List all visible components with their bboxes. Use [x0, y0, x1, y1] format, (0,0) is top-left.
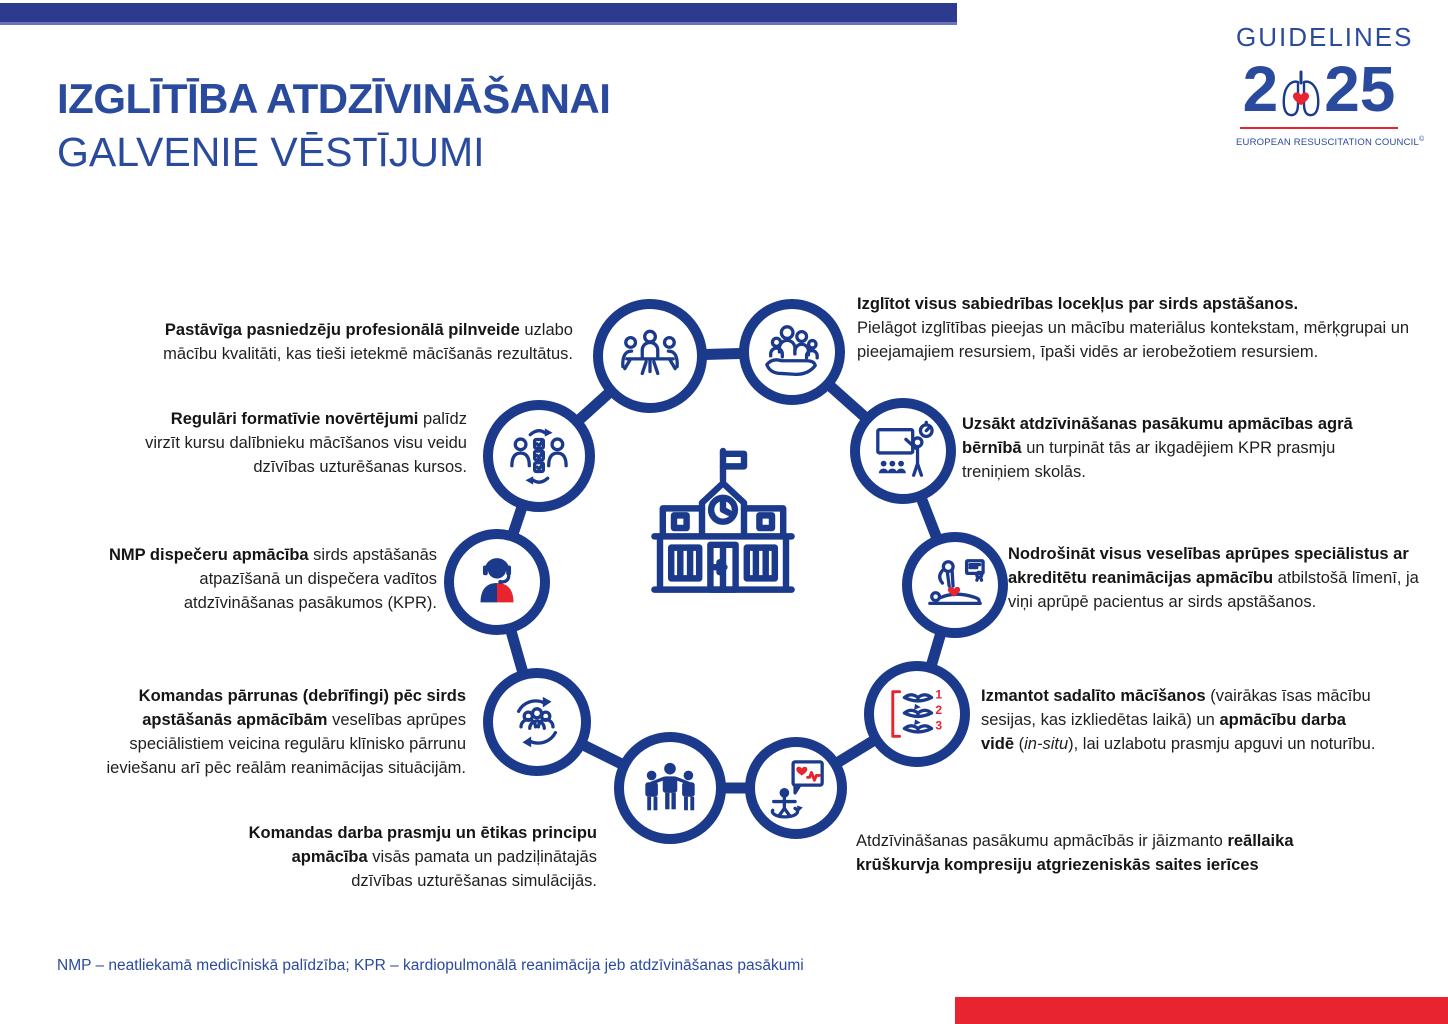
circle-assessment-checklist: [483, 400, 595, 512]
logo-year-suffix: 25: [1324, 53, 1396, 125]
svg-text:2: 2: [935, 703, 943, 717]
message-feedback-devices: Atdzīvināšanas pasākumu apmācībās ir jāizmanto reāllaika krūškurvja kompresiju atgriezeniskās saites ierīces: [856, 832, 1294, 874]
circle-cpr-certification: [902, 532, 1008, 638]
logo-copyright: ©: [1419, 136, 1425, 143]
assessment-checklist-icon: [508, 425, 570, 487]
circle-team-people: [614, 732, 726, 844]
logo-guidelines-text: GUIDELINES: [1236, 22, 1414, 52]
feedback-bubble-icon: [765, 757, 827, 819]
message-spaced-learning: Izmantot sadalīto mācīšanos (vairākas īsas mācību sesijas, kas izkliedētas laikā) un apmācību darba vidē (in-situ), lai uzlabotu prasmju apguvi un noturību.: [981, 687, 1376, 753]
message-accredited-training: Nodrošināt visus veselības aprūpes speciālistus ar akreditētu reanimācijas apmācību atbilstošā līmenī, ja viņi aprūpē pacientus ar sirds apstāšanos.: [1008, 545, 1419, 611]
circle-feedback-bubble: [745, 737, 847, 839]
circle-meeting-table: [593, 299, 707, 413]
page-title-line1: IZGLĪTĪBA ATDZĪVINĀŠANAI: [57, 75, 611, 122]
community-hand-icon: [761, 321, 823, 383]
message-professional-development: Pastāvīga pasniedzēju profesionālā pilnveide uzlabo mācību kvalitāti, kas tieši ietekmē mācīšanās rezultātus.: [163, 321, 573, 363]
school-building-icon: [632, 444, 814, 612]
circle-debrief-cycle: [483, 668, 591, 776]
circle-community-hand: [739, 299, 845, 405]
circle-dispatcher-headset: [444, 529, 550, 635]
cpr-certification-icon: [924, 554, 986, 616]
debrief-cycle-icon: [506, 691, 568, 753]
circle-classroom-presentation: [850, 398, 956, 504]
message-educate-all-citizens: Izglītot visus sabiedrības locekļus par sirds apstāšanos. Pielāgot izglītības pieejas un mācību materiālus kontekstam, mērķgrupai un pieejamajiem resursiem, īpaši vidēs ar ierobežotiem resursiem.: [857, 295, 1410, 361]
logo-year-prefix: 2: [1242, 53, 1279, 125]
footnote-abbreviations: NMP – neatliekamā medicīniskā palīdzība; KPR – kardiopulmonālā reanimācija jeb atdzīvināšanas pasākumi: [57, 957, 804, 974]
classroom-presentation-icon: [872, 420, 934, 482]
message-dispatcher-training: NMP dispečeru apmācība sirds apstāšanās atpazīšanā un dispečera vadītos atdzīvināšanas pasākumos (KPR).: [108, 546, 437, 612]
team-people-icon: [639, 757, 701, 819]
message-team-debriefing: Komandas pārrunas (debrīfingi) pēc sirds apstāšanās apmācībām veselības aprūpes speciālistiem veicina regulāru klīnisko pārrunu ieviešanu arī pēc reālām reanimācijas situācijām.: [106, 687, 466, 777]
message-formative-assessment: Regulāri formatīvie novērtējumi palīdz virzīt kursu dalībnieku mācīšanos visu veidu dzīvības uzturēšanas kursos.: [145, 410, 467, 476]
message-teamwork-ethics-training: Komandas darba prasmju un ētikas principu apmācība visās pamata un padziļinātajās dzīvības uzturēšanas simulācijās.: [248, 824, 597, 890]
spaced-learning-books-icon: [886, 683, 948, 745]
circle-spaced-learning-books: [864, 661, 970, 767]
meeting-table-icon: [619, 325, 681, 387]
logo-organization-text: EUROPEAN RESUSCITATION COUNCIL: [1236, 137, 1420, 149]
dispatcher-headset-icon: [466, 551, 528, 613]
message-start-training-childhood: Uzsākt atdzīvināšanas pasākumu apmācības agrā bērnībā un turpināt tās ar ikgadējiem KPR prasmju treniņiem skolās.: [962, 415, 1353, 481]
page-title-line2: GALVENIE VĒSTĪJUMI: [57, 128, 485, 175]
svg-text:1: 1: [935, 687, 943, 702]
svg-text:3: 3: [935, 718, 943, 733]
